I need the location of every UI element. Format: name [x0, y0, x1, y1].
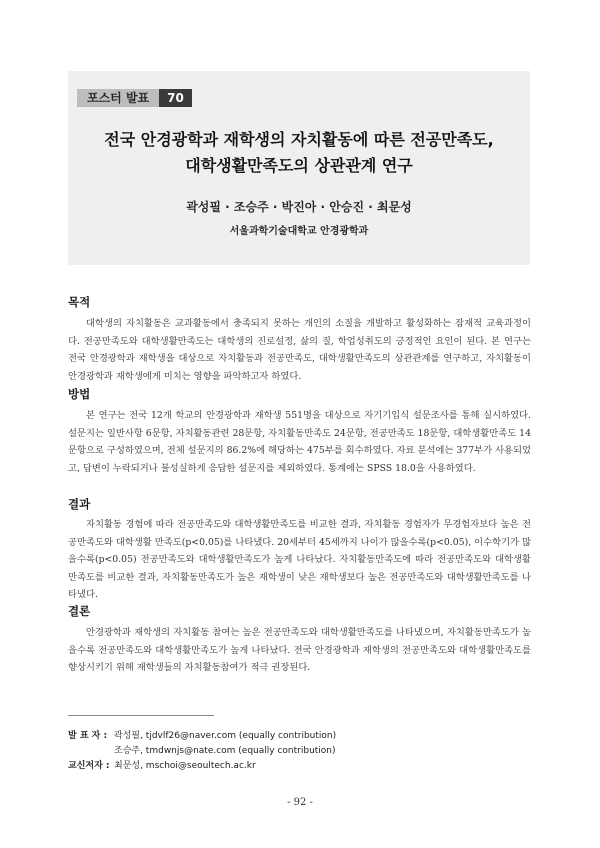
section-heading-conclusion: 결론	[68, 604, 91, 618]
presenter-key: 발 표 자 :	[68, 731, 108, 741]
section-text-results: 자치활동 경험에 따라 전공만족도와 대학생활만족도를 비교한 결과, 자치활동 경험자가 무경험자보다 높은 전공만족도와 대학생활 만족도(p<0.05)를 나타냈다. 20세부터 45세까지 나이가 많을수록(p<0.05), 이수학기가 많을수록(p<0.05) 전공만족도와 대학생활만족도가 높게 나타났다. 자치활동만족도에 따라 전공만족도와 대학생활만족도를 비교한 결과, 자치활동만족도가 높은 재학생이 낮은 재학생보다 높은 전공만족도와 대학생활만족도를 나타냈다.	[68, 519, 531, 601]
badge-label: 포스터 발표	[77, 89, 159, 107]
corresponding-text: 최문성, mschoi@seoultech.ac.kr	[114, 761, 256, 771]
section-text-conclusion: 안경광학과 재학생의 자치활동 참여는 높은 전공만족도와 대학생활만족도를 나타냈으며, 자치활동만족도가 높을수록 전공만족도와 대학생활만족도가 높게 나타났다. 전국 안경광학과 재학생의 전공만족도와 대학생활만족도를 향상시키기 위해 재학생들의 자치활동참여가 적극 권장된다.	[68, 627, 531, 674]
presenter-1-text: 곽성필, tjdvlf26@naver.com (equally contribution)	[114, 731, 337, 741]
footnote-presenter-1	[68, 728, 336, 741]
paper-title	[68, 127, 530, 179]
section-heading-method: 방법	[68, 387, 91, 401]
title-line-1: 전국 안경광학과 재학생의 자치활동에 따른 전공만족도,	[104, 130, 494, 149]
corresponding-key: 교신저자 :	[68, 761, 110, 771]
authors: 곽성필 · 조승주 · 박진아 · 안승진 · 최문성	[186, 200, 412, 214]
page-number: - 92 -	[287, 797, 313, 808]
section-text-method: 본 연구는 전국 12개 학교의 안경광학과 재학생 551명을 대상으로 자기기입식 설문조사를 통해 실시하였다. 설문지는 일반사항 6문항, 자치활동관련 28문항, 자치활동만족도 24문항, 전공만족도 18문항, 대학생활만족도 14문항으로 구성하였으며, 전체 설문지의 86.2%에 해당하는 475부를 회수하였다. 자료 분석에는 377부가 사용되었고, 답변이 누락되거나 불성실하게 응답한 설문지를 제외하였다. 통계에는 SPSS 18.0을 사용하였다.	[68, 410, 531, 474]
badge-number: 70	[159, 89, 192, 107]
footnote-presenter-2	[68, 743, 336, 756]
poster-badge	[77, 89, 192, 107]
section-text-purpose: 대학생의 자치활동은 교과활동에서 충족되지 못하는 개인의 소질을 개발하고 활성화하는 잠재적 교육과정이다. 전공만족도와 대학생활만족도는 대학생의 진로설정, 삶의 질, 학업성취도의 긍정적인 요인이 된다. 본 연구는 전국 안경광학과 재학생을 대상으로 자치활동과 전공만족도, 대학생활만족도의 상관관계를 연구하고, 자치활동이 안경광학과 재학생에게 미치는 영향을 파악하고자 하였다.	[68, 318, 531, 382]
presenter-2-text: 조승주, tmdwnjs@nate.com (equally contribution)	[114, 746, 336, 756]
section-heading-purpose: 목적	[68, 295, 91, 309]
footnote-corresponding	[68, 758, 256, 771]
title-line-2: 대학생활만족도의 상관관계 연구	[185, 156, 413, 175]
section-heading-results: 결과	[68, 497, 91, 511]
footnote-divider	[68, 715, 214, 716]
affiliation: 서울과학기술대학교 안경광학과	[229, 226, 369, 237]
